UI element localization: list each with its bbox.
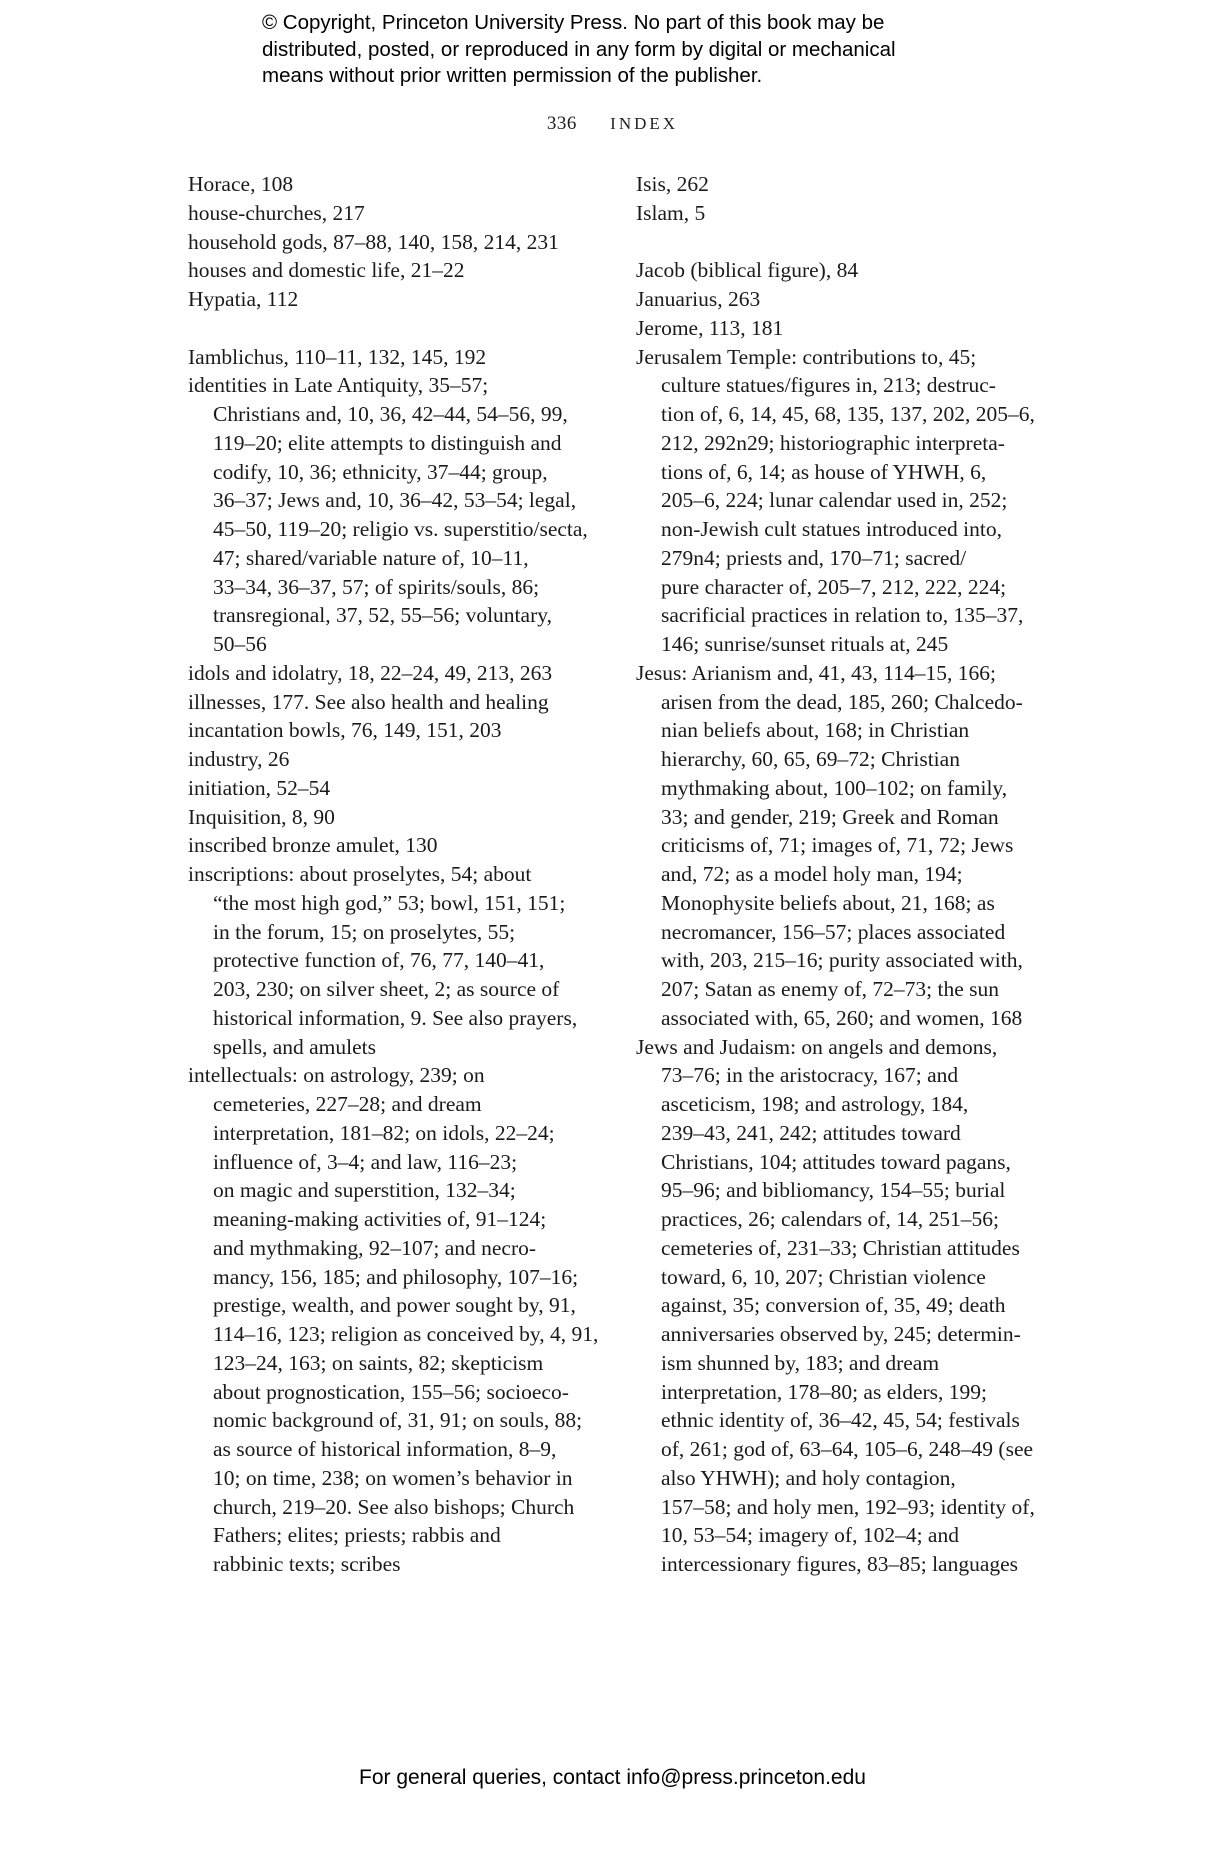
index-subentry-line: meaning-making activities of, 91–124; bbox=[213, 1207, 547, 1231]
index-entry-line: Jerusalem Temple: contributions to, 45; bbox=[636, 344, 977, 369]
index-subentry-line: tion of, 6, 14, 45, 68, 135, 137, 202, 205–6, bbox=[661, 402, 1035, 426]
index-subentry-line: ethnic identity of, 36–42, 45, 54; festivals bbox=[661, 1408, 1020, 1433]
index-subentry-line: nian beliefs about, 168; in Christian bbox=[661, 718, 970, 743]
index-entry-line: Jacob (biblical figure), 84 bbox=[636, 258, 859, 283]
index-subentry-line: 33; and gender, 219; Greek and Roman bbox=[661, 804, 999, 829]
index-subentry-line: Christians, 104; attitudes toward pagans, bbox=[661, 1149, 1011, 1174]
index-subentry-line: nomic background of, 31, 91; on souls, 88; bbox=[213, 1408, 583, 1433]
index-subentry-line: non-Jewish cult statues introduced into, bbox=[661, 517, 1002, 541]
index-subentry-line: prestige, wealth, and power sought by, 91, bbox=[213, 1293, 576, 1318]
index-subentry-line: 146; sunrise/sunset rituals at, 245 bbox=[661, 632, 949, 656]
index-section-gap bbox=[636, 228, 1066, 257]
index-subentry-line: Christians and, 10, 36, 42–44, 54–56, 99, bbox=[213, 402, 568, 426]
index-subentry-line: asceticism, 198; and astrology, 184, bbox=[661, 1092, 969, 1116]
index-subentry-line: necromancer, 156–57; places associated bbox=[661, 919, 1006, 944]
index-subentry-line: protective function of, 76, 77, 140–41, bbox=[213, 948, 545, 973]
index-subentry-line: 114–16, 123; religion as conceived by, 4, 91, bbox=[213, 1322, 599, 1346]
index-subentry-line: 95–96; and bibliomancy, 154–55; burial bbox=[661, 1178, 1006, 1203]
index-subentry-line: transregional, 37, 52, 55–56; voluntary, bbox=[213, 603, 552, 628]
index-entry-line: Jews and Judaism: on angels and demons, bbox=[636, 1034, 998, 1059]
index-subentry-line: church, 219–20. See also bishops; Church bbox=[213, 1494, 575, 1519]
index-subentry-line: 207; Satan as enemy of, 72–73; the sun bbox=[661, 977, 999, 1001]
index-subentry-line: of, 261; god of, 63–64, 105–6, 248–49 (see bbox=[661, 1437, 1034, 1461]
index-entry-line: inscriptions: about proselytes, 54; about bbox=[188, 862, 532, 886]
index-subentry-line: 212, 292n29; historiographic interpreta- bbox=[661, 430, 1005, 455]
index-entry-line: Hypatia, 112 bbox=[188, 287, 299, 311]
index-subentry-line: 119–20; elite attempts to distinguish and bbox=[213, 430, 562, 455]
footer-contact: For general queries, contact info@press.princeton.edu bbox=[359, 1766, 866, 1789]
index-subentry-line: 205–6, 224; lunar calendar used in, 252; bbox=[661, 488, 1008, 513]
index-subentry-line: toward, 6, 10, 207; Christian violence bbox=[661, 1264, 986, 1289]
index-subentry-line: on magic and superstition, 132–34; bbox=[213, 1178, 516, 1203]
index-subentry-line: and mythmaking, 92–107; and necro- bbox=[213, 1235, 537, 1260]
index-subentry-line: interpretation, 181–82; on idols, 22–24; bbox=[213, 1120, 555, 1145]
index-entry-line: idols and idolatry, 18, 22–24, 49, 213, 263 bbox=[188, 660, 553, 685]
index-entry-line: Iamblichus, 110–11, 132, 145, 192 bbox=[188, 344, 487, 369]
index-column-right bbox=[636, 170, 1066, 1579]
index-entry-line: Jesus: Arianism and, 41, 43, 114–15, 166; bbox=[636, 660, 996, 685]
index-entry-line: inscribed bronze amulet, 130 bbox=[188, 833, 438, 858]
index-entry-line: incantation bowls, 76, 149, 151, 203 bbox=[188, 718, 502, 743]
index-subentry-line: mancy, 156, 185; and philosophy, 107–16; bbox=[213, 1264, 579, 1289]
index-subentry-line: “the most high god,” 53; bowl, 151, 151; bbox=[213, 890, 566, 915]
index-subentry-line: interpretation, 178–80; as elders, 199; bbox=[661, 1379, 988, 1404]
index-subentry-line: ism shunned by, 183; and dream bbox=[661, 1350, 940, 1375]
index-entry-line: illnesses, 177. See also health and healing bbox=[188, 689, 549, 714]
index-subentry-line: in the forum, 15; on proselytes, 55; bbox=[213, 919, 516, 944]
index-section-gap bbox=[188, 314, 618, 343]
index-subentry-line: with, 203, 215–16; purity associated with, bbox=[661, 948, 1023, 973]
copyright-notice bbox=[262, 10, 1022, 90]
index-entry-line: intellectuals: on astrology, 239; on bbox=[188, 1063, 485, 1088]
index-subentry-line: 50–56 bbox=[213, 632, 267, 656]
index-entry-line: Isis, 262 bbox=[636, 172, 709, 196]
index-subentry-line: hierarchy, 60, 65, 69–72; Christian bbox=[661, 747, 960, 771]
index-entry-line: household gods, 87–88, 140, 158, 214, 231 bbox=[188, 229, 559, 254]
index-subentry-line: also YHWH); and holy contagion, bbox=[661, 1465, 956, 1490]
index-subentry-line: as source of historical information, 8–9, bbox=[213, 1437, 557, 1461]
index-entry-line: house-churches, 217 bbox=[188, 200, 365, 225]
index-subentry-line: mythmaking about, 100–102; on family, bbox=[661, 775, 1008, 800]
index-subentry-line: and, 72; as a model holy man, 194; bbox=[661, 862, 963, 886]
index-entry-line: Inquisition, 8, 90 bbox=[188, 804, 335, 829]
index-subentry-line: 73–76; in the aristocracy, 167; and bbox=[661, 1063, 959, 1088]
index-subentry-line: anniversaries observed by, 245; determin- bbox=[661, 1322, 1021, 1346]
index-subentry-line: spells, and amulets bbox=[213, 1034, 377, 1059]
index-subentry-line: associated with, 65, 260; and women, 168 bbox=[661, 1005, 1023, 1030]
index-subentry-line: practices, 26; calendars of, 14, 251–56; bbox=[661, 1207, 999, 1231]
index-entry-line: identities in Late Antiquity, 35–57; bbox=[188, 373, 489, 398]
index-entry-line: Jerome, 113, 181 bbox=[636, 315, 784, 340]
index-subentry-line: 123–24, 163; on saints, 82; skepticism bbox=[213, 1350, 544, 1375]
index-subentry-line: tions of, 6, 14; as house of YHWH, 6, bbox=[661, 459, 987, 484]
index-entry-line: houses and domestic life, 21–22 bbox=[188, 258, 465, 283]
copyright-line: means without prior written permission of the publisher. bbox=[262, 64, 763, 87]
index-subentry-line: sacrificial practices in relation to, 135–37, bbox=[661, 603, 1024, 628]
index-subentry-line: criticisms of, 71; images of, 71, 72; Jews bbox=[661, 833, 1014, 858]
index-subentry-line: 279n4; priests and, 170–71; sacred/ bbox=[661, 545, 967, 570]
page-number: 336 bbox=[546, 113, 577, 134]
index-subentry-line: intercessionary figures, 83–85; languages bbox=[661, 1552, 1019, 1576]
copyright-line: distributed, posted, or reproduced in any form by digital or mechanical bbox=[262, 37, 896, 61]
index-subentry-line: 36–37; Jews and, 10, 36–42, 53–54; legal, bbox=[213, 488, 577, 513]
index-subentry-line: 33–34, 36–37, 57; of spirits/souls, 86; bbox=[213, 574, 540, 599]
index-subentry-line: rabbinic texts; scribes bbox=[213, 1552, 401, 1576]
copyright-line: © Copyright, Princeton University Press. No part of this book may be bbox=[262, 11, 885, 34]
index-subentry-line: 10; on time, 238; on women’s behavior in bbox=[213, 1465, 573, 1490]
index-entry-line: Januarius, 263 bbox=[636, 287, 761, 311]
index-entry-line: Islam, 5 bbox=[636, 200, 706, 225]
running-title: INDEX bbox=[610, 114, 679, 133]
index-entry-line: initiation, 52–54 bbox=[188, 775, 331, 800]
index-subentry-line: arisen from the dead, 185, 260; Chalcedo- bbox=[661, 689, 1023, 714]
index-subentry-line: 45–50, 119–20; religio vs. superstitio/secta, bbox=[213, 517, 588, 541]
index-entry-line: Horace, 108 bbox=[188, 172, 294, 196]
index-subentry-line: pure character of, 205–7, 212, 222, 224; bbox=[661, 574, 1007, 599]
index-subentry-line: 203, 230; on silver sheet, 2; as source of bbox=[213, 977, 560, 1001]
running-head bbox=[0, 113, 1225, 135]
index-subentry-line: cemeteries of, 231–33; Christian attitudes bbox=[661, 1235, 1020, 1260]
index-subentry-line: codify, 10, 36; ethnicity, 37–44; group, bbox=[213, 459, 548, 484]
index-subentry-line: influence of, 3–4; and law, 116–23; bbox=[213, 1149, 518, 1174]
index-subentry-line: 47; shared/variable nature of, 10–11, bbox=[213, 545, 529, 570]
index-column-left bbox=[188, 170, 618, 1579]
index-subentry-line: against, 35; conversion of, 35, 49; death bbox=[661, 1293, 1006, 1318]
index-subentry-line: historical information, 9. See also prayers, bbox=[213, 1005, 578, 1030]
index-subentry-line: Monophysite beliefs about, 21, 168; as bbox=[661, 890, 995, 915]
index-subentry-line: Fathers; elites; priests; rabbis and bbox=[213, 1523, 501, 1548]
index-subentry-line: culture statues/figures in, 213; destruc- bbox=[661, 373, 996, 398]
index-entry-line: industry, 26 bbox=[188, 747, 290, 771]
index-subentry-line: cemeteries, 227–28; and dream bbox=[213, 1092, 482, 1116]
index-subentry-line: 239–43, 241, 242; attitudes toward bbox=[661, 1120, 961, 1145]
index-subentry-line: about prognostication, 155–56; socioeco- bbox=[213, 1379, 569, 1404]
index-subentry-line: 157–58; and holy men, 192–93; identity of, bbox=[661, 1494, 1035, 1519]
index-subentry-line: 10, 53–54; imagery of, 102–4; and bbox=[661, 1523, 959, 1548]
